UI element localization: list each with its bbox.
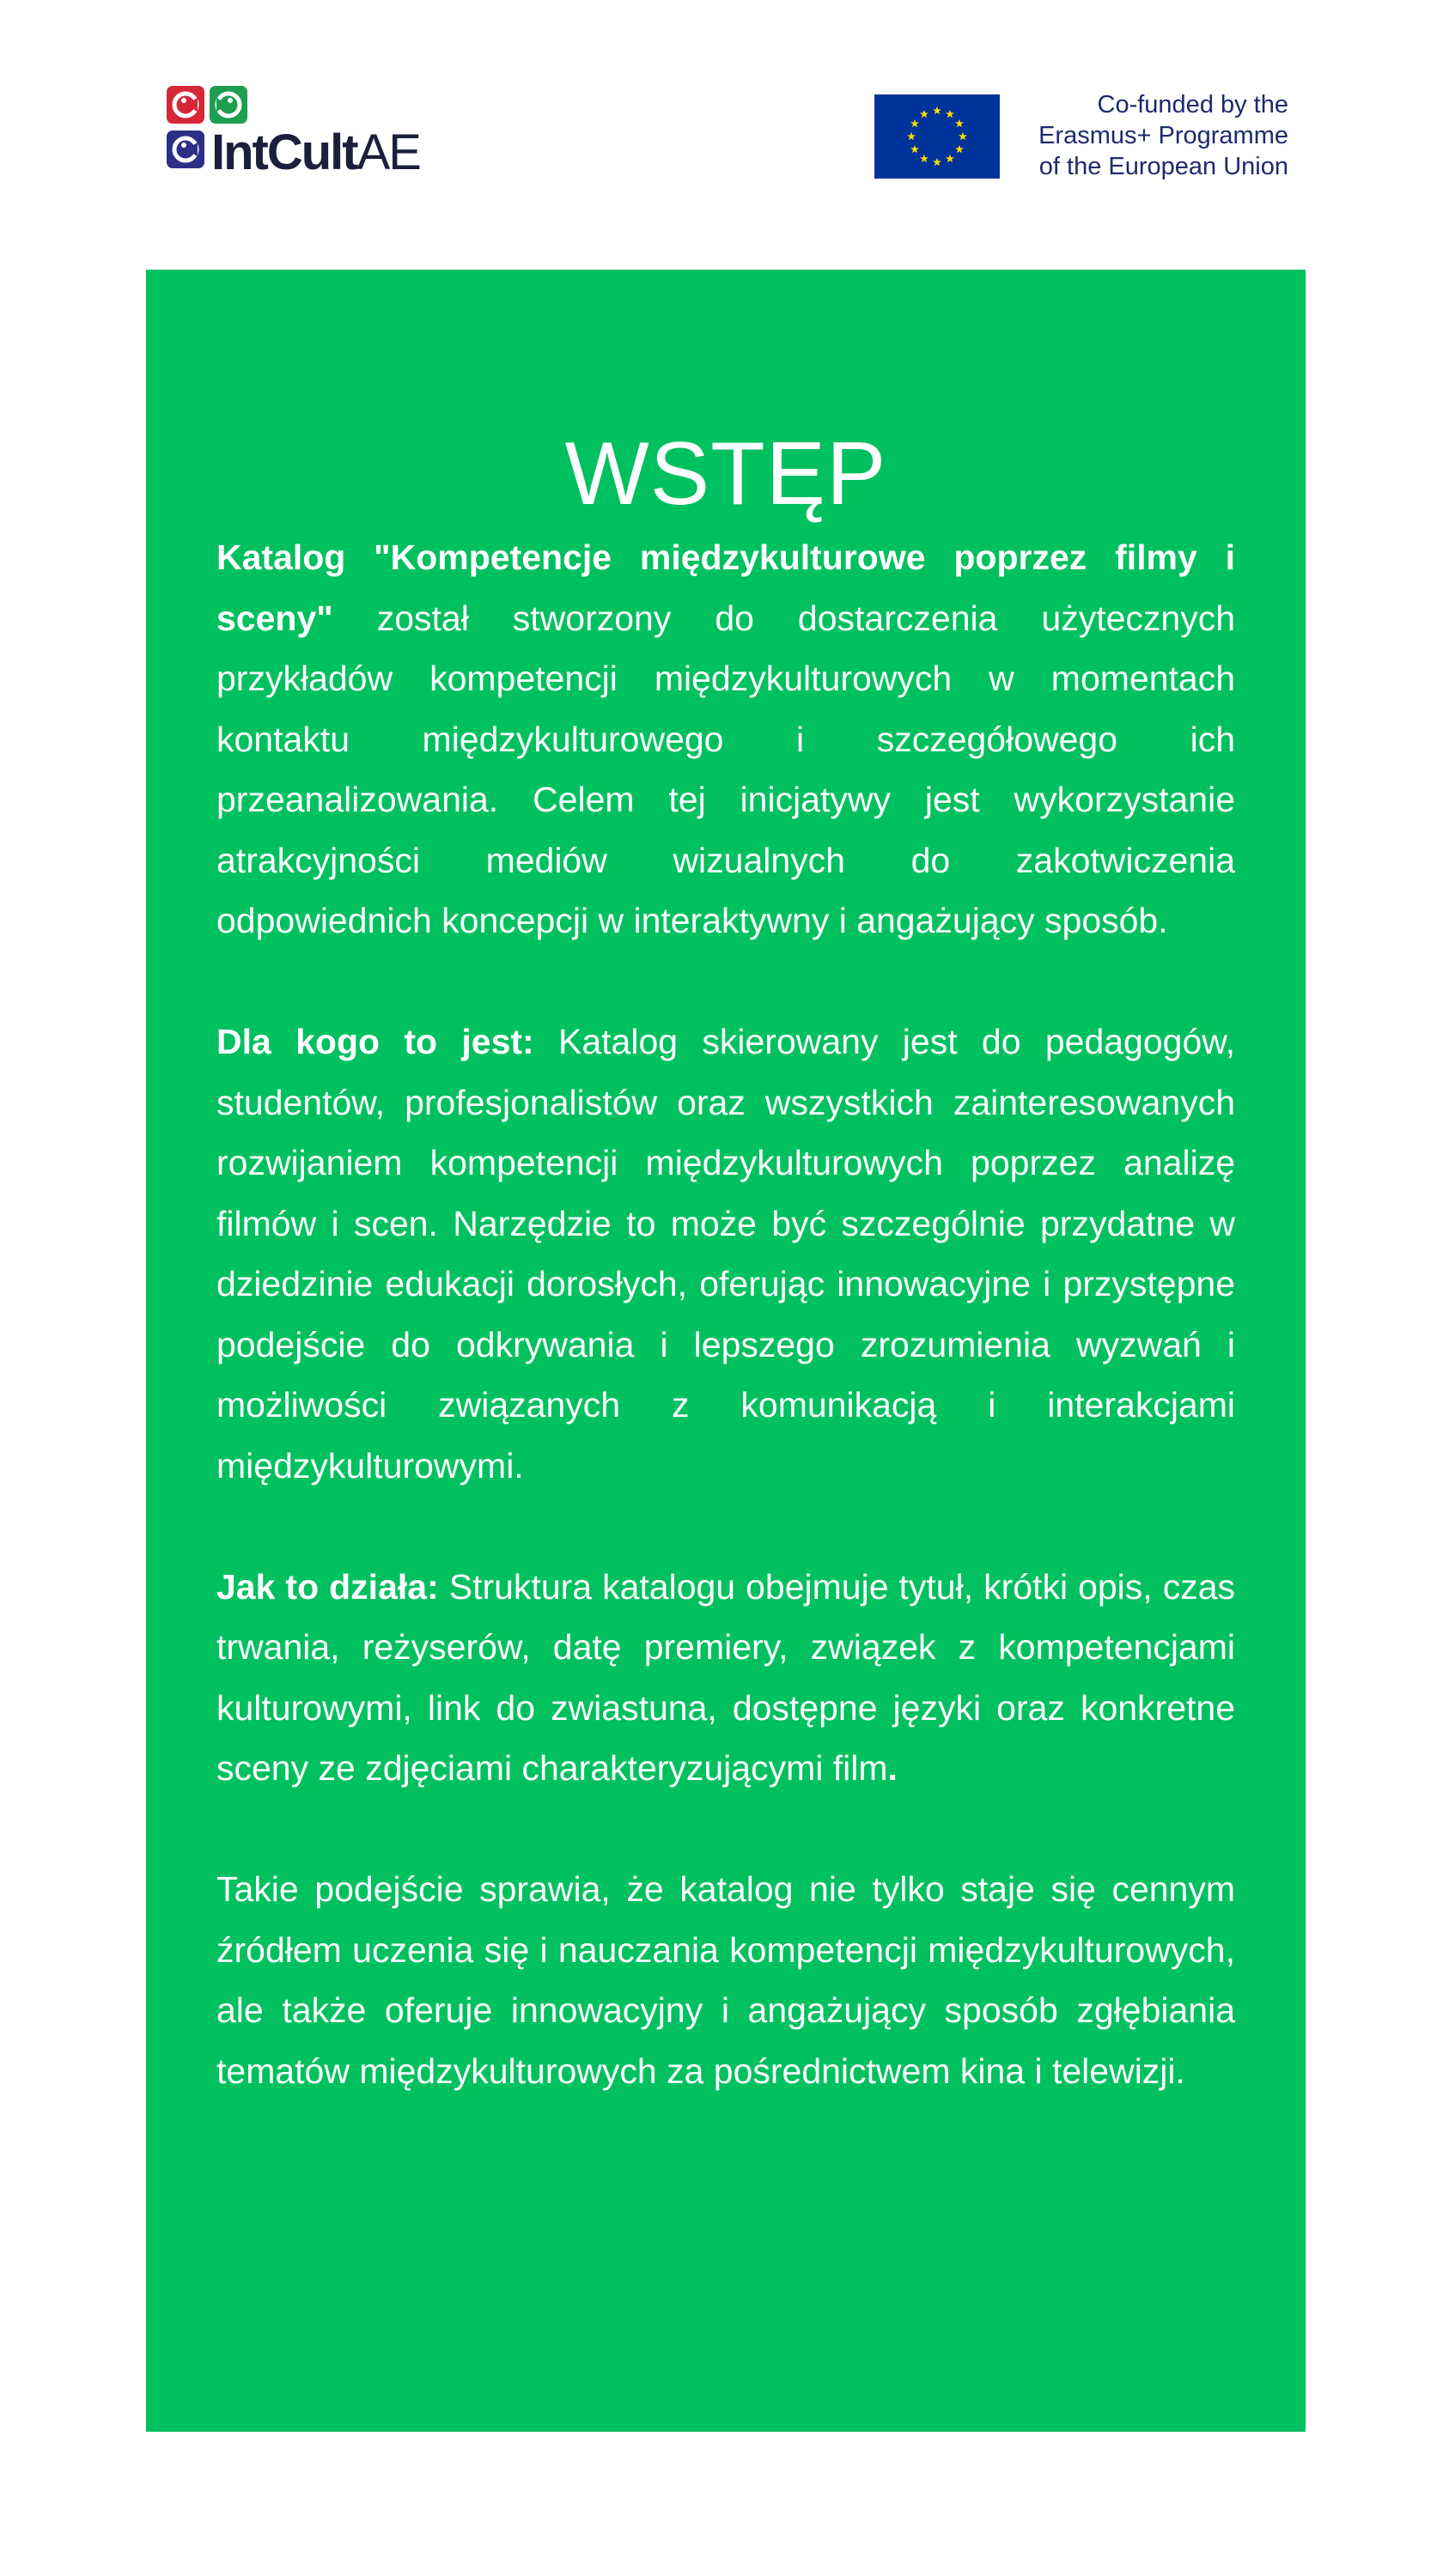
eu-cofunded-badge — [874, 89, 1304, 192]
paragraph-lead: Dla kogo to jest: — [216, 1022, 534, 1061]
paragraph-text: Takie podejście sprawia, że katalog nie tylko staje się cennym źródłem uczenia się i nauczania kompetencji międzykulturowych, ale także oferuje innowacyjny i angażujący sposób zgłębiania tematów międzykulturowych za pośrednictwem kina i telewizji. — [216, 1869, 1235, 2091]
page-title: WSTĘP — [564, 423, 887, 524]
paragraph-catalog — [216, 527, 1235, 951]
paragraph-text: Struktura katalogu obejmuje tytuł, krótki opis, czas trwania, reżyserów, datę premiery, związek z kompetencjami kulturowymi, link do zwiastuna, dostępne języki oraz konkretne sceny ze zdjęciami charakteryzującymi film — [216, 1566, 1235, 1788]
paragraph-text: Katalog skierowany jest do pedagogów, studentów, profesjonalistów oraz wszystkich zainteresowanych rozwijaniem kompetencji międzykulturowych poprzez analizę filmów i scen. Narzędzie to może być szczególnie przydatne w dziedzinie edukacji dorosłych, oferując innowacyjne i przystępne podejście do odkrywania i lepszego zrozumienia wyzwań i możliwości związanych z komunikacją i interakcjami międzykulturowymi. — [216, 1022, 1235, 1485]
eu-text-line2: Erasmus+ Programme — [1038, 122, 1288, 149]
eu-text-line3: of the European Union — [1038, 153, 1288, 180]
paragraph-lead: Katalog "Kompetencje międzykulturowe poprzez filmy i sceny" — [216, 538, 1235, 638]
logo-text-bold: IntCult — [211, 125, 357, 180]
eu-text-line1: Co-funded by the — [1097, 91, 1288, 118]
intro-content — [216, 527, 1235, 2101]
paragraph-summary — [216, 1859, 1235, 2101]
eu-cofunded-text — [1005, 89, 1288, 182]
intcultae-logo — [167, 86, 420, 180]
logo-wordmark — [211, 125, 420, 180]
paragraph-text: został stworzony do dostarczenia użytecznych przykładów kompetencji międzykulturowych w momentach kontaktu międzykulturowego i szczegółowego ich przeanalizowania. Celem tej inicjatywy jest wykorzystanie atrakcyjności mediów wizualnych do zakotwiczenia odpowiednich koncepcji w interaktywny i angażujący sposób. — [216, 598, 1235, 940]
eu-flag-icon — [874, 94, 1000, 179]
paragraph-audience — [216, 1012, 1235, 1496]
paragraph-how-it-works — [216, 1557, 1235, 1799]
paragraph-lead: Jak to działa: — [216, 1566, 439, 1607]
logo-text-light: AE — [356, 125, 420, 180]
intro-panel — [146, 270, 1306, 2432]
paragraph-end: . — [887, 1748, 898, 1788]
